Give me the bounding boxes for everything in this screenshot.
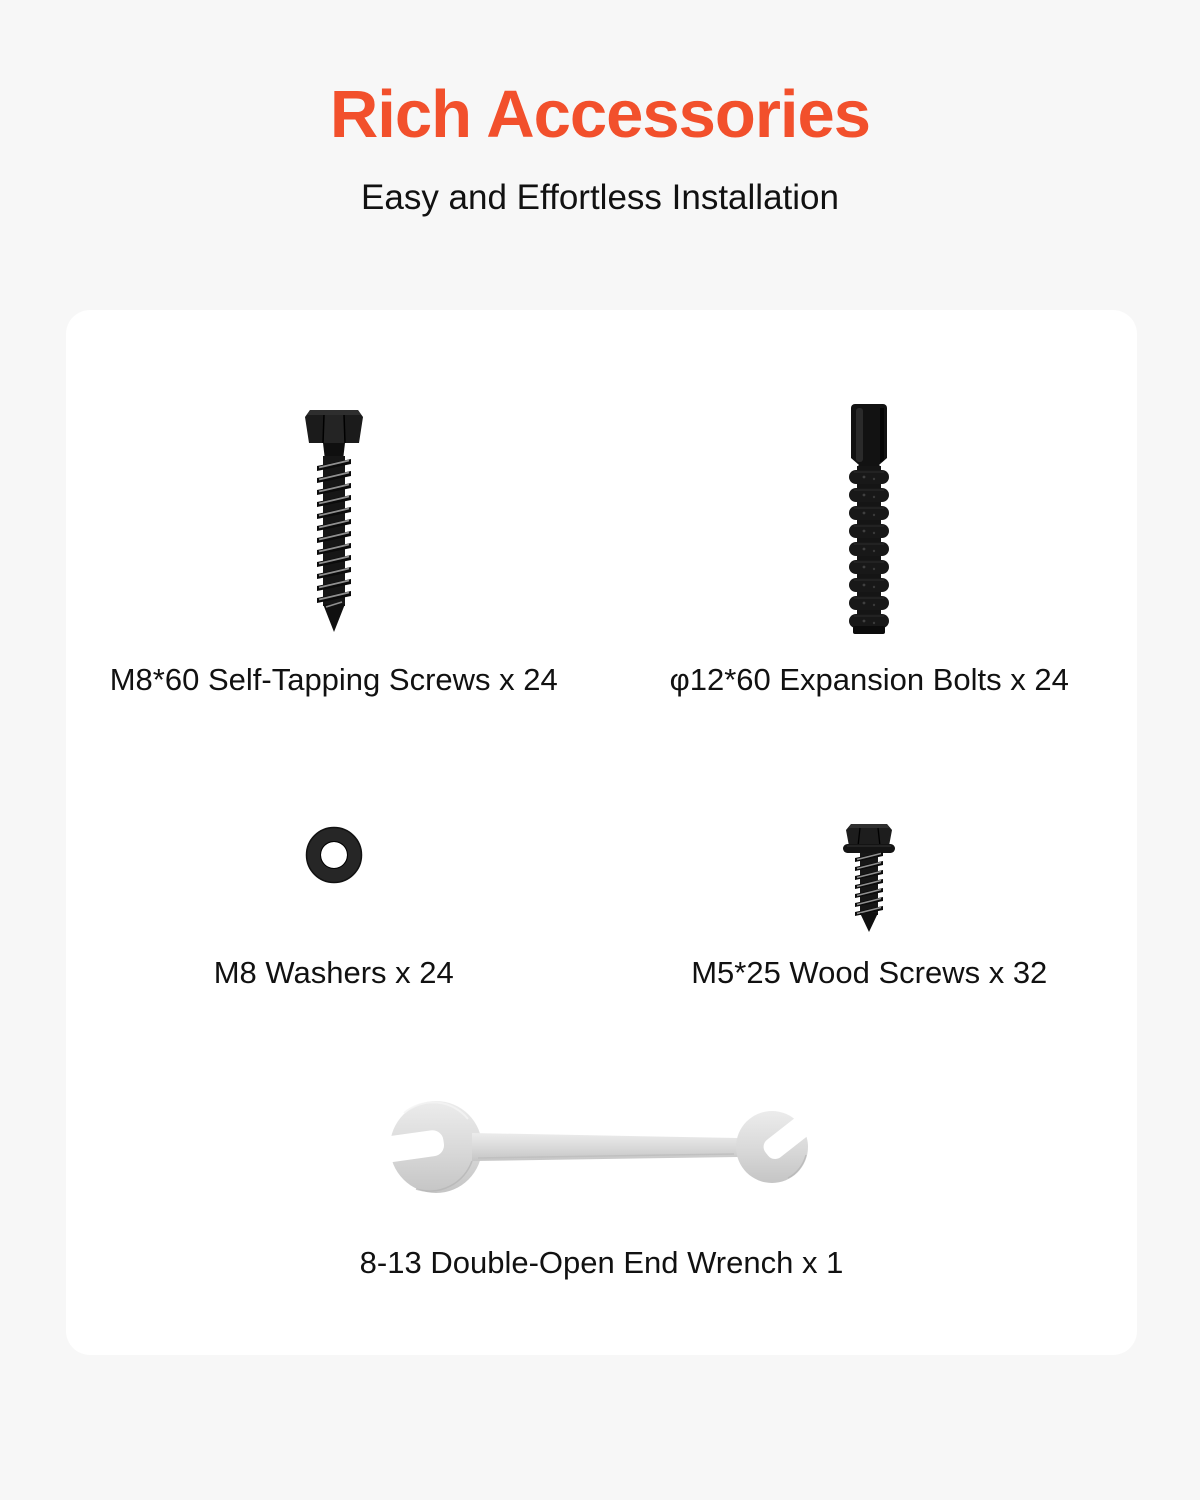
accessory-washers <box>66 790 602 991</box>
accessory-label: φ12*60 Expansion Bolts x 24 <box>669 662 1069 697</box>
page-subtitle: Easy and Effortless Installation <box>361 178 839 217</box>
accessory-label: M8 Washers x 24 <box>213 955 454 990</box>
accessory-expansion-bolts <box>602 382 1138 698</box>
expansion-bolt-image <box>844 382 894 637</box>
accessories-card <box>66 310 1137 1355</box>
wood-screw-image <box>839 790 899 935</box>
accessory-label: M8*60 Self-Tapping Screws x 24 <box>109 662 558 697</box>
washer-image <box>299 790 369 935</box>
accessory-wood-screws <box>602 790 1138 991</box>
accessory-label: M5*25 Wood Screws x 32 <box>691 955 1048 990</box>
accessory-wrench <box>66 1080 1137 1281</box>
page-title: Rich Accessories <box>329 77 871 152</box>
self-tapping-screw-image <box>279 382 389 637</box>
accessory-self-tapping-screws <box>66 382 602 698</box>
wrench-image <box>386 1080 818 1210</box>
accessory-label: 8-13 Double-Open End Wrench x 1 <box>359 1245 844 1280</box>
